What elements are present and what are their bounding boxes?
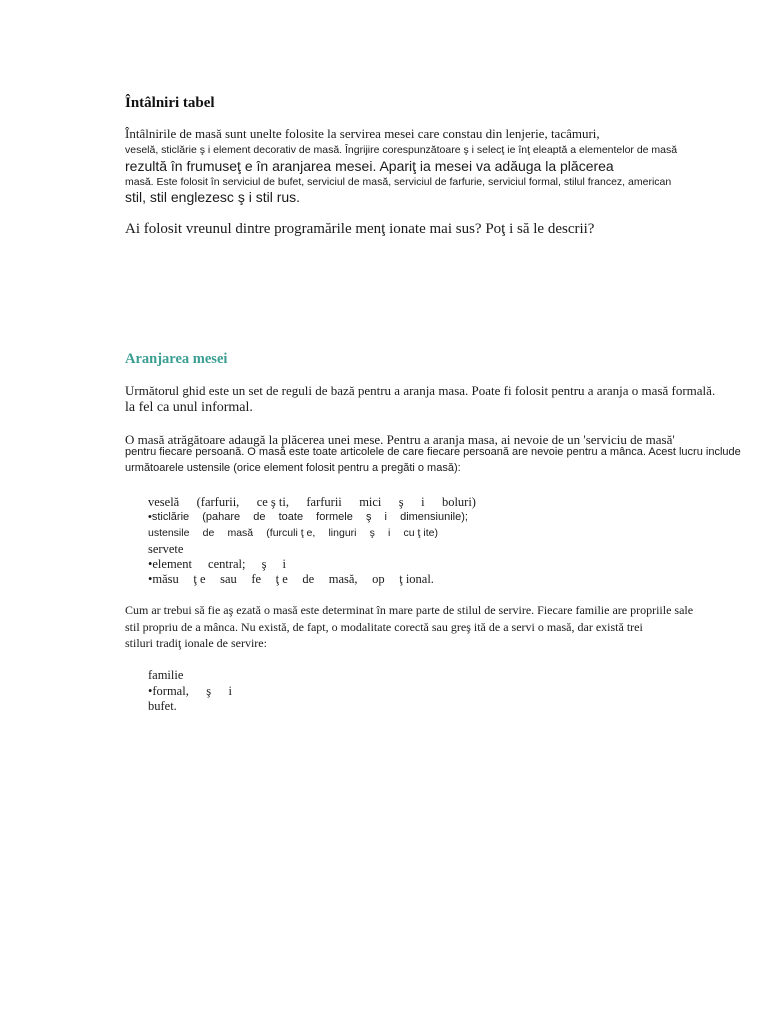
list-item: ustensile de masă (furculi ţ e, linguri ş i cu ţ ite) [148, 527, 438, 539]
list-item: •element central; ş i [148, 557, 286, 571]
paragraph-line: stil propriu de a mânca. Nu există, de fapt, o modalitate corectă sau greş ită de a servi o masă, dar există trei [125, 620, 643, 634]
paragraph-line: următoarele ustensile (orice element folosit pentru a pregăti o masă): [125, 462, 461, 474]
paragraph-line: masă. Este folosit în serviciul de bufet, serviciul de masă, serviciul de farfurie, serviciul formal, stilul francez, american [125, 176, 672, 188]
paragraph-line: Întâlnirile de masă sunt unelte folosite la servirea mesei care constau din lenjerie, tacâmuri, [125, 126, 600, 141]
section-title-aranjarea-mesei: Aranjarea mesei [125, 351, 228, 367]
list-item: bufet. [148, 699, 177, 713]
paragraph-line: stil, stil englezesc ş i stil rus. [125, 189, 301, 205]
list-item: veselă (farfurii, ce ş ti, farfurii mici ş i boluri) [148, 495, 476, 509]
paragraph-line: pentru fiecare persoană. O masă este toate articolele de care fiecare persoană are nevoie pentru a mânca. Acest lucru include [125, 446, 741, 458]
paragraph-line: O masă atrăgătoare adaugă la plăcerea unei mese. Pentru a aranja masa, ai nevoie de un 'serviciu de masă' [125, 432, 675, 447]
paragraph-line: stiluri tradiţ ionale de servire: [125, 636, 267, 650]
list-item: familie [148, 668, 184, 682]
list-item: •formal, ş i [148, 684, 232, 698]
list-item: •măsu ţ e sau fe ţ e de masă, op ţ ional. [148, 572, 434, 586]
paragraph-line: Următorul ghid este un set de reguli de bază pentru a aranja masa. Poate fi folosit pentru a aranja o masă formală. [125, 383, 716, 398]
paragraph-line: veselă, sticlărie ş i element decorativ de masă. Îngrijire corespunzătoare ş i selecţ ie înţ eleaptă a elementelor de masă [125, 144, 678, 156]
list-item: •sticlărie (pahare de toate formele ş i dimensiunile); [148, 511, 468, 523]
question-line: Ai folosit vreunul dintre programările menţ ionate mai sus? Poţ i să le descrii? [125, 221, 595, 237]
paragraph-line: la fel ca unul informal. [125, 400, 253, 415]
paragraph-line: rezultă în frumuseţ e în aranjarea mesei. Apariţ ia mesei va adăuga la plăcerea [125, 158, 614, 174]
list-item: servete [148, 542, 184, 556]
paragraph-line: Cum ar trebui să fie aş ezată o masă este determinat în mare parte de stilul de servire. Fiecare familie are propriile sale [125, 603, 694, 617]
section-title-intalniri: Întâlniri tabel [125, 95, 215, 111]
